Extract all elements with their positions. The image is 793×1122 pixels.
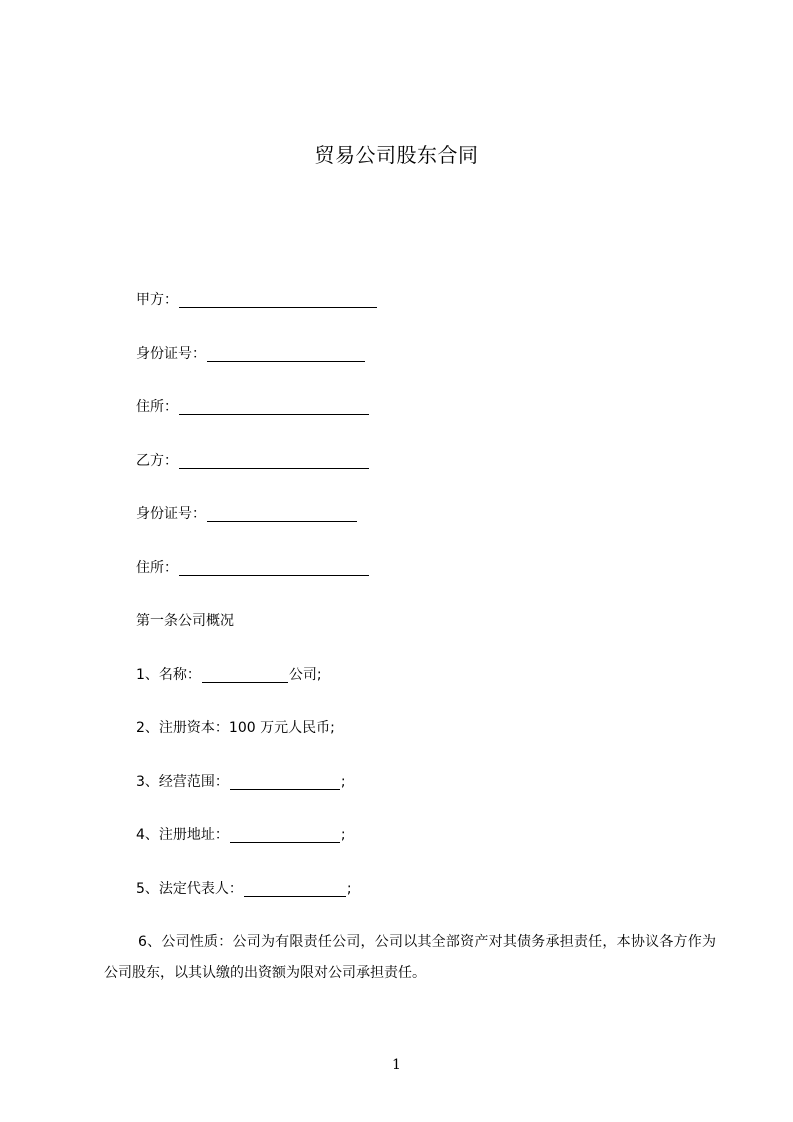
business-scope-label: 3、经营范围： (136, 774, 229, 790)
company-name-field (136, 664, 322, 686)
party-b-id-field (136, 503, 358, 525)
article-1-heading: 第一条公司概况 (136, 613, 234, 629)
party-b-field (136, 450, 370, 472)
party-b-blank[interactable] (179, 453, 369, 469)
legal-representative-blank[interactable] (244, 881, 346, 897)
party-a-id-blank[interactable] (207, 346, 365, 362)
party-a-address-field (136, 396, 370, 418)
party-a-address-label: 住所： (136, 399, 178, 415)
registered-capital: 2、注册资本：100 万元人民币; (136, 720, 335, 736)
party-a-address-blank[interactable] (179, 399, 369, 415)
party-a-field (136, 289, 378, 311)
company-name-blank[interactable] (202, 667, 288, 683)
party-b-address-label: 住所： (136, 560, 178, 576)
registered-address-blank[interactable] (230, 827, 340, 843)
page-number: 1 (392, 1057, 401, 1073)
legal-representative-label: 5、法定代表人： (136, 881, 243, 897)
party-a-id-field (136, 343, 366, 365)
document-title: 贸易公司股东合同 (314, 143, 479, 167)
party-b-label: 乙方： (136, 453, 178, 469)
party-b-id-label: 身份证号： (136, 506, 206, 522)
party-b-address-blank[interactable] (179, 560, 369, 576)
business-scope-field (136, 771, 346, 793)
registered-address-field (136, 824, 346, 846)
registered-address-label: 4、注册地址： (136, 827, 229, 843)
legal-representative-suffix: ; (346, 881, 352, 897)
party-a-id-label: 身份证号： (136, 346, 206, 362)
company-name-suffix: 公司; (288, 667, 322, 683)
party-a-label: 甲方： (136, 292, 178, 308)
company-nature-paragraph: 6、公司性质：公司为有限责任公司，公司以其全部资产对其债务承担责任，本协议各方作为公司股东，以其认缴的出资额为限对公司承担责任。 (104, 934, 716, 981)
company-name-label: 1、名称： (136, 667, 201, 683)
registered-address-suffix: ; (340, 827, 346, 843)
legal-representative-field (136, 878, 352, 900)
party-b-address-field (136, 557, 370, 579)
business-scope-blank[interactable] (230, 774, 340, 790)
party-b-id-blank[interactable] (207, 506, 357, 522)
party-a-blank[interactable] (179, 292, 377, 308)
business-scope-suffix: ; (340, 774, 346, 790)
